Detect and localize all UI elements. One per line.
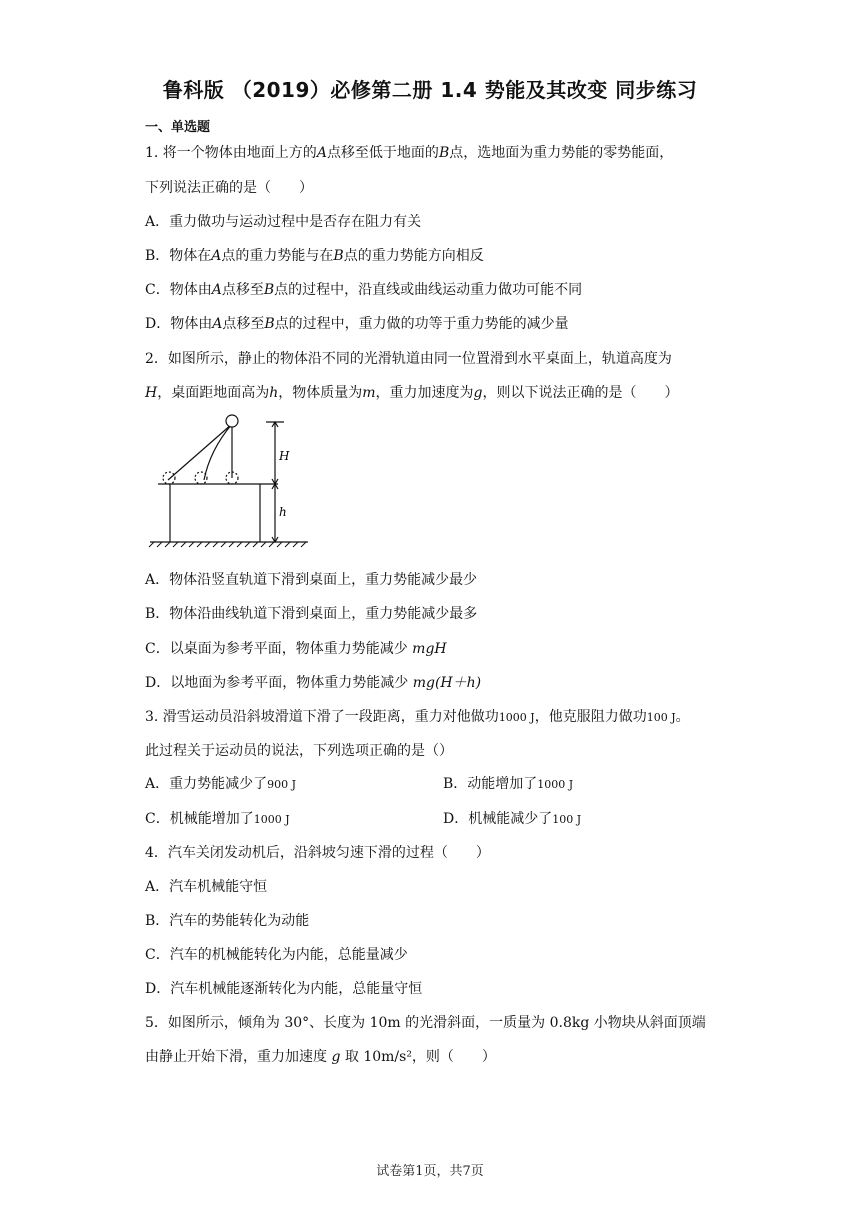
q5-stem-line2: 由静止开始下滑，重力加速度 g 取 10m/s²，则（ ） [145, 1049, 496, 1065]
q4-stem: 4．汽车关闭发动机后，沿斜坡匀速下滑的过程（ ） [145, 845, 490, 861]
q1-stem-line1: 1. 将一个物体由地面上方的A点移至低于地面的B点，选地面为重力势能的零势能面， [145, 145, 674, 161]
track-curve [204, 424, 232, 480]
q4-option-a: A．汽车机械能守恒 [145, 879, 268, 895]
page-title: 鲁科版 （2019）必修第二册 1.4 势能及其改变 同步练习 [162, 78, 698, 102]
ball-dashed-2 [195, 472, 207, 484]
q3-option-b: B．动能增加了1000 J [443, 776, 574, 792]
q3-option-d: D．机械能减少了100 J [443, 811, 582, 827]
q1-option-a: A．重力做功与运动过程中是否存在阻力有关 [145, 214, 422, 230]
ball-dashed-1 [163, 472, 175, 484]
q2-stem-line1: 2．如图所示，静止的物体沿不同的光滑轨道由同一位置滑到水平桌面上，轨道高度为 [145, 351, 672, 367]
q2-stem-line2: H，桌面距地面高为h，物体质量为m，重力加速度为g，则以下说法正确的是（ ） [145, 385, 679, 401]
q3-stem-line1: 3. 滑雪运动员沿斜坡滑道下滑了一段距离，重力对他做功1000 J，他克服阻力做功100 J。 [145, 709, 690, 725]
q2-track-figure [148, 410, 318, 550]
track-straight [168, 424, 232, 480]
ground-hatching [149, 542, 306, 547]
label-h: h [279, 505, 287, 519]
q2-option-b: B．物体沿曲线轨道下滑到桌面上，重力势能减少最多 [145, 606, 478, 622]
q1-option-d: D．物体由A点移至B点的过程中，重力做的功等于重力势能的减少量 [145, 316, 569, 332]
q2-option-c: C．以桌面为参考平面，物体重力势能减少 mgH [145, 641, 447, 657]
q3-option-a: A．重力势能减少了900 J [145, 776, 297, 792]
q3-option-c: C．机械能增加了1000 J [145, 811, 290, 827]
q1-option-c: C．物体由A点移至B点的过程中，沿直线或曲线运动重力做功可能不同 [145, 282, 583, 298]
q1-stem-line2: 下列说法正确的是（ ） [145, 180, 313, 196]
q4-option-c: C．汽车的机械能转化为内能，总能量减少 [145, 947, 408, 963]
q5-stem-line1: 5．如图所示，倾角为 30°、长度为 10m 的光滑斜面，一质量为 0.8kg 小物块从斜面顶端 [145, 1015, 706, 1031]
ball-top [226, 415, 238, 427]
q4-option-b: B．汽车的势能转化为动能 [145, 913, 310, 929]
q3-stem-line2: 此过程关于运动员的说法，下列选项正确的是（） [145, 743, 453, 759]
q1-option-b: B．物体在A点的重力势能与在B点的重力势能方向相反 [145, 248, 484, 264]
label-H: H [279, 449, 290, 463]
q2-option-d: D．以地面为参考平面，物体重力势能减少 mg(H＋h) [145, 675, 482, 691]
page-footer: 试卷第1页，共7页 [376, 1164, 484, 1179]
section-heading: 一、单选题 [145, 120, 211, 135]
q2-option-a: A．物体沿竖直轨道下滑到桌面上，重力势能减少最少 [145, 572, 478, 588]
q4-option-d: D．汽车机械能逐渐转化为内能，总能量守恒 [145, 981, 423, 997]
